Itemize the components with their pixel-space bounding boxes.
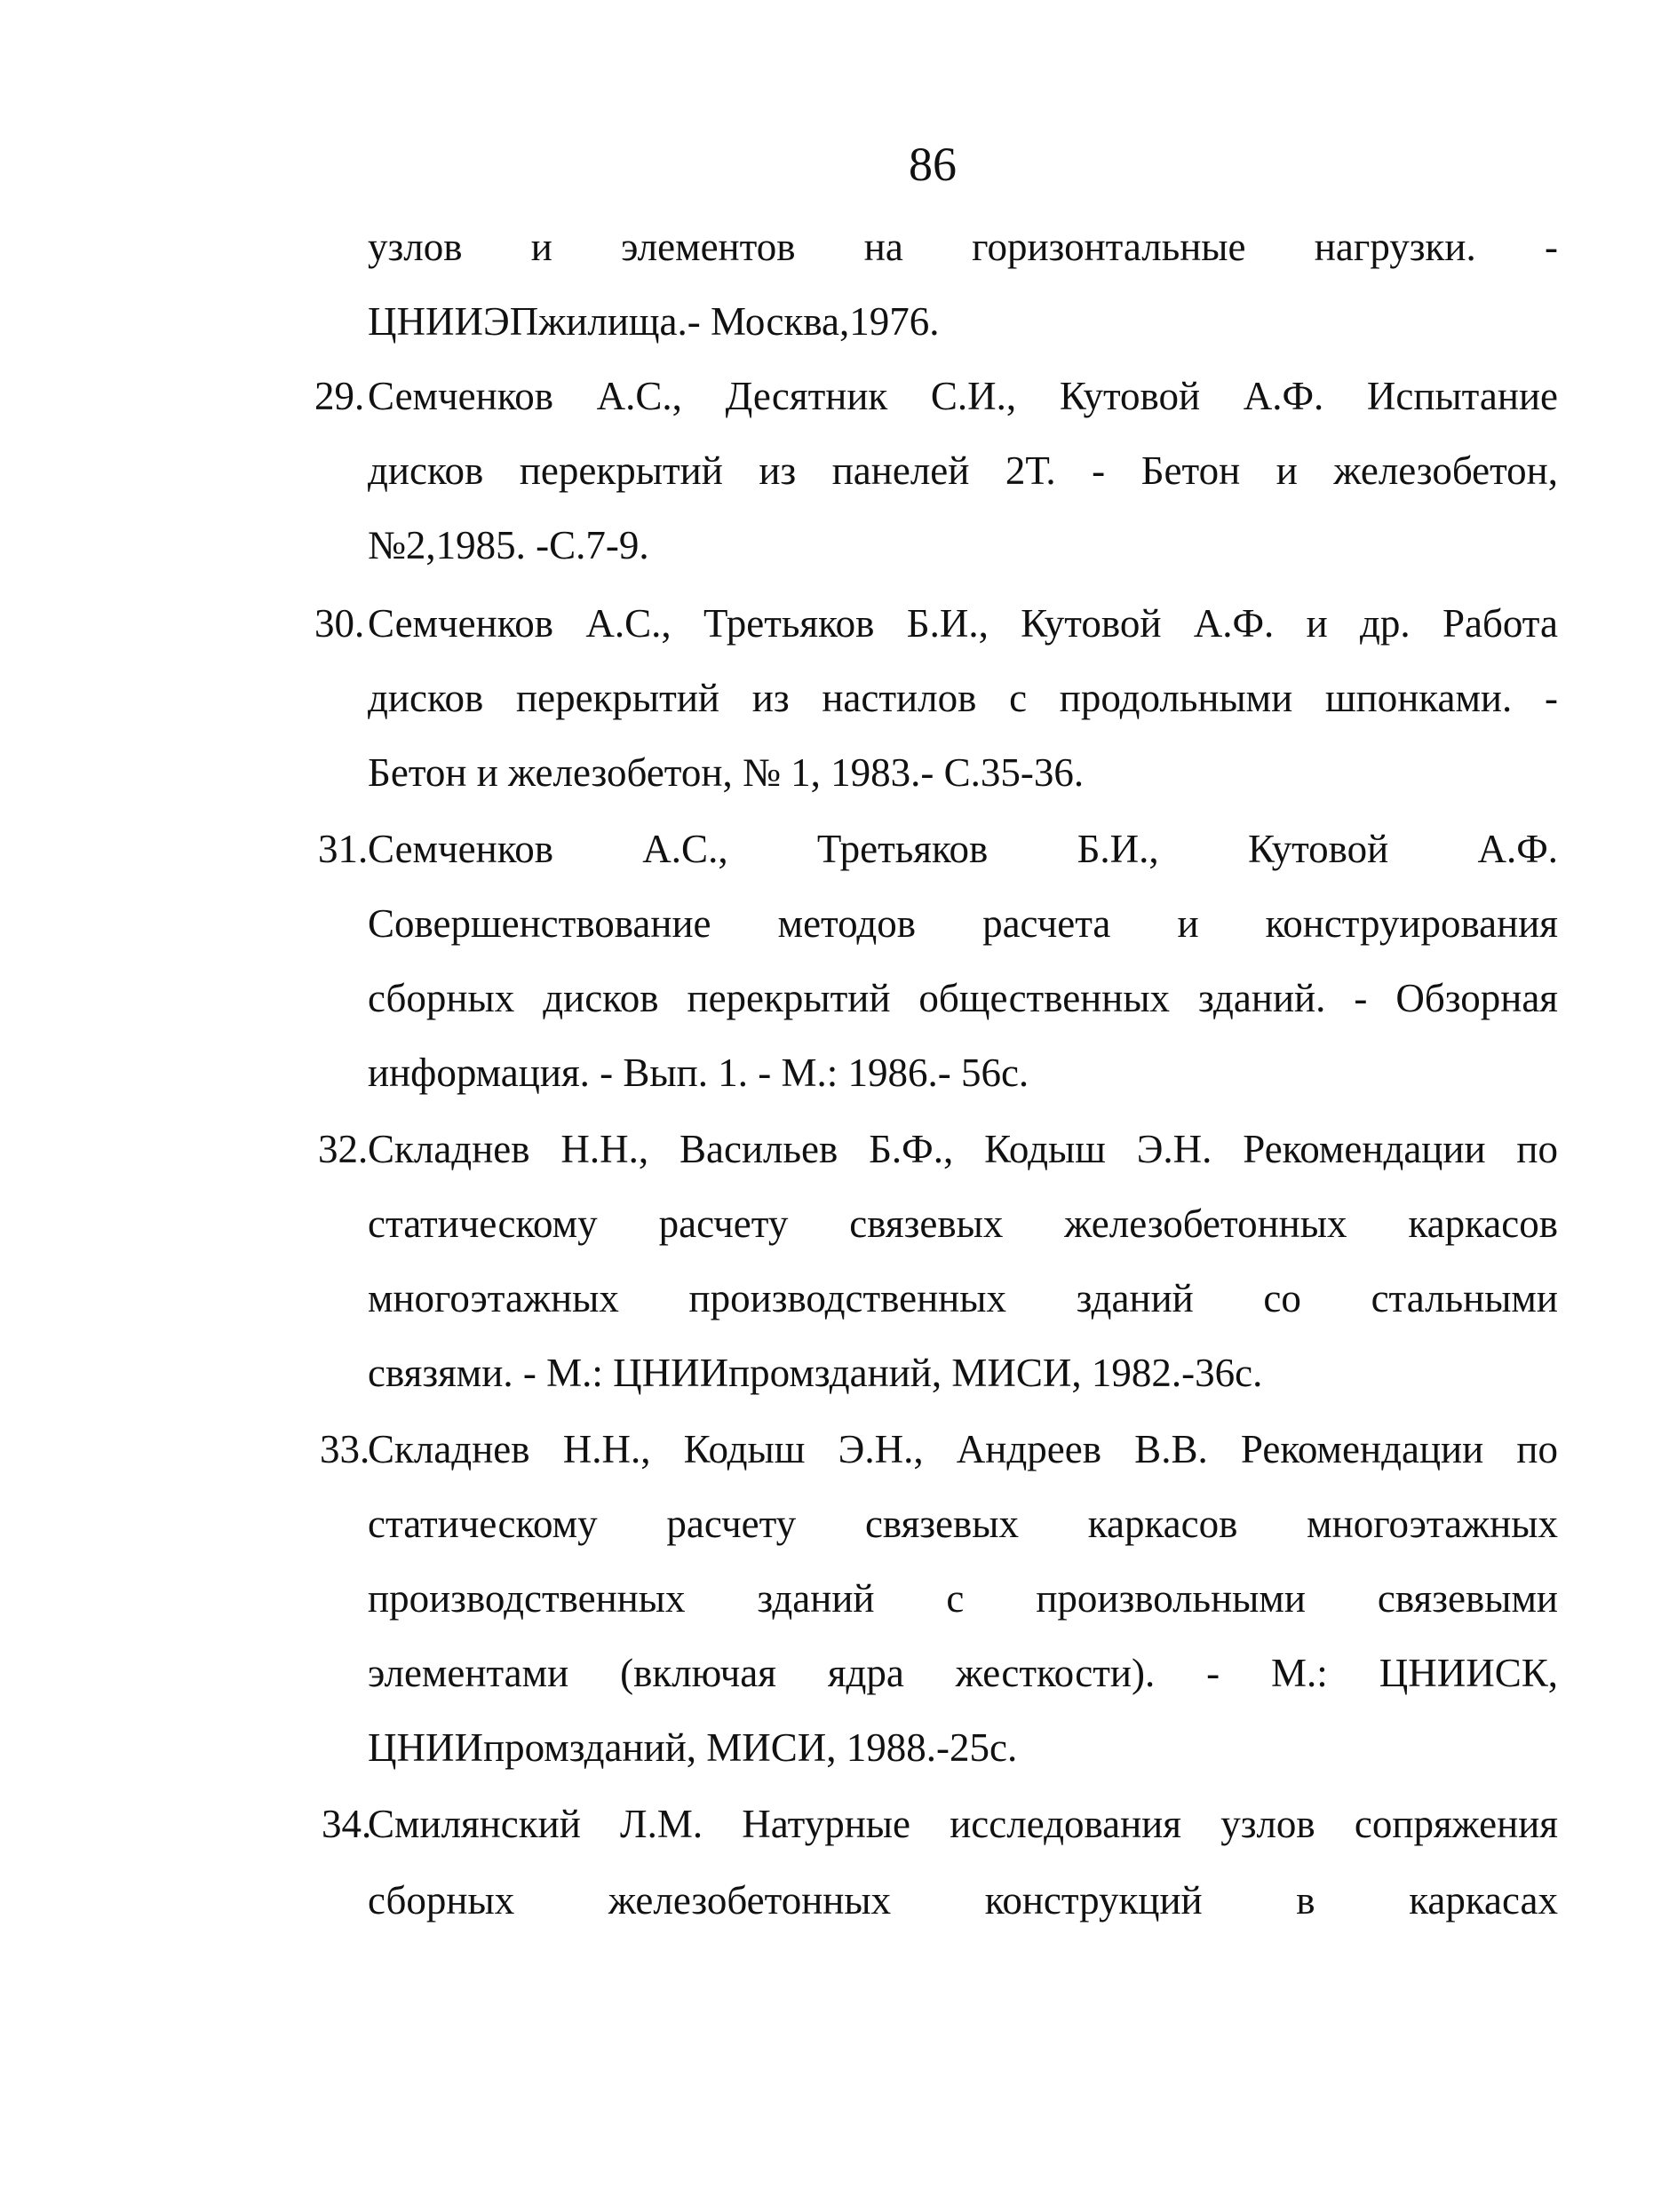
reference-number: 30. <box>314 601 365 646</box>
reference-line: Семченков А.С., Третьяков Б.И., Кутовой А.Ф. и др. Работа <box>368 601 1558 646</box>
reference-line: информация. - Вып. 1. - М.: 1986.- 56с. <box>368 1051 1029 1095</box>
reference-line: производственных зданий с произвольными связевыми <box>368 1576 1558 1621</box>
reference-line: сборных железобетонных конструкций в каркасах <box>368 1878 1558 1923</box>
reference-number: 33. <box>320 1427 370 1471</box>
reference-line: статическому расчету связевых каркасов многоэтажных <box>368 1502 1558 1546</box>
reference-line: элементами (включая ядра жесткости). - М.: ЦНИИСК, <box>368 1651 1558 1695</box>
reference-line: Складнев Н.Н., Васильев Б.Ф., Кодыш Э.Н. Рекомендации по <box>368 1127 1558 1171</box>
reference-number: 29. <box>314 374 365 418</box>
page-number: 86 <box>909 138 957 191</box>
reference-line: ЦНИИпромзданий, МИСИ, 1988.-25с. <box>368 1725 1018 1770</box>
reference-line: Складнев Н.Н., Кодыш Э.Н., Андреев В.В. Рекомендации по <box>368 1427 1558 1471</box>
reference-line: сборных дисков перекрытий общественных зданий. - Обзорная <box>368 976 1558 1020</box>
reference-line: связями. - М.: ЦНИИпромзданий, МИСИ, 1982.-36с. <box>368 1351 1263 1395</box>
reference-number: 32. <box>318 1127 369 1171</box>
reference-line: дисков перекрытий из настилов с продольными шпонками. - <box>368 676 1558 720</box>
reference-line: статическому расчету связевых железобетонных каркасов <box>368 1201 1558 1246</box>
reference-line: Бетон и железобетон, № 1, 1983.- С.35-36. <box>368 750 1085 795</box>
reference-line: Семченков А.С., Десятник С.И., Кутовой А.Ф. Испытание <box>368 374 1558 418</box>
reference-line: №2,1985. -С.7-9. <box>368 523 649 567</box>
reference-line: дисков перекрытий из панелей 2Т. - Бетон и железобетон, <box>368 448 1558 493</box>
reference-line: Смилянский Л.М. Натурные исследования узлов сопряжения <box>368 1802 1558 1846</box>
reference-line: многоэтажных производственных зданий со стальными <box>368 1276 1558 1320</box>
reference-line: Семченков А.С., Третьяков Б.И., Кутовой А.Ф. <box>368 827 1558 871</box>
reference-line: Совершенствование методов расчета и конструирования <box>368 901 1558 946</box>
reference-number: 31. <box>318 827 369 871</box>
continuation-line: ЦНИИЭПжилища.- Москва,1976. <box>368 299 940 344</box>
continuation-line: узлов и элементов на горизонтальные нагрузки. - <box>368 225 1558 269</box>
reference-number: 34. <box>322 1802 372 1846</box>
